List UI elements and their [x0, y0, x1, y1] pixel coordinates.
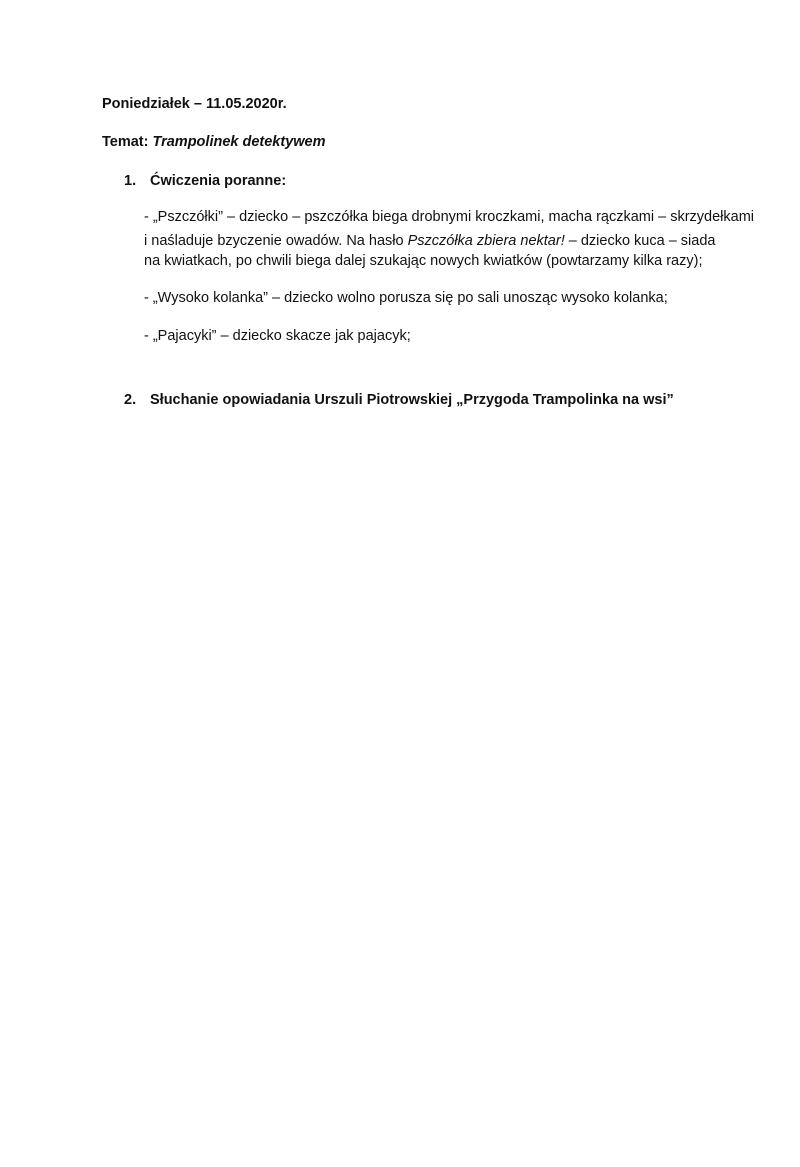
topic-heading — [102, 133, 326, 151]
exercise-1-line-3-text: na kwiatkach, po chwili biega dalej szukając nowych kwiatków (powtarzamy kilka razy); — [144, 253, 703, 269]
exercise-1-line-2-after: – dziecko kuca – siada — [564, 233, 716, 249]
section-1-title-text: Ćwiczenia poranne: — [150, 173, 287, 189]
section-1-title — [124, 172, 286, 190]
exercise-3 — [144, 327, 411, 345]
section-2-title — [124, 391, 674, 409]
exercise-3-text: - „Pajacyki” – dziecko skacze jak pajacyk; — [144, 328, 411, 344]
section-2-number: 2. — [124, 392, 137, 408]
exercise-1-line-1 — [144, 208, 754, 226]
section-2-title-text: Słuchanie opowiadania Urszuli Piotrowskiej „Przygoda Trampolinka na wsi” — [150, 392, 674, 408]
date-heading — [102, 95, 287, 113]
topic-label: Temat: — [102, 134, 149, 150]
exercise-1-line-2 — [144, 232, 715, 250]
topic-title: Trampolinek detektywem — [152, 134, 326, 150]
exercise-1-line-1-text: - „Pszczółki” – dziecko – pszczółka biega drobnymi kroczkami, macha rączkami – skrzydełkami — [144, 209, 754, 225]
date-heading-text: Poniedziałek – 11.05.2020r. — [102, 96, 287, 112]
exercise-1-line-2-before: i naśladuje bzyczenie owadów. Na hasło — [144, 233, 408, 249]
exercise-2 — [144, 289, 668, 307]
exercise-1-line-3 — [144, 252, 702, 270]
exercise-1-command: Pszczółka zbiera nektar! — [407, 233, 565, 249]
exercise-2-text: - „Wysoko kolanka” – dziecko wolno porusza się po sali unosząc wysoko kolanka; — [144, 290, 668, 306]
section-1-number: 1. — [124, 173, 137, 189]
